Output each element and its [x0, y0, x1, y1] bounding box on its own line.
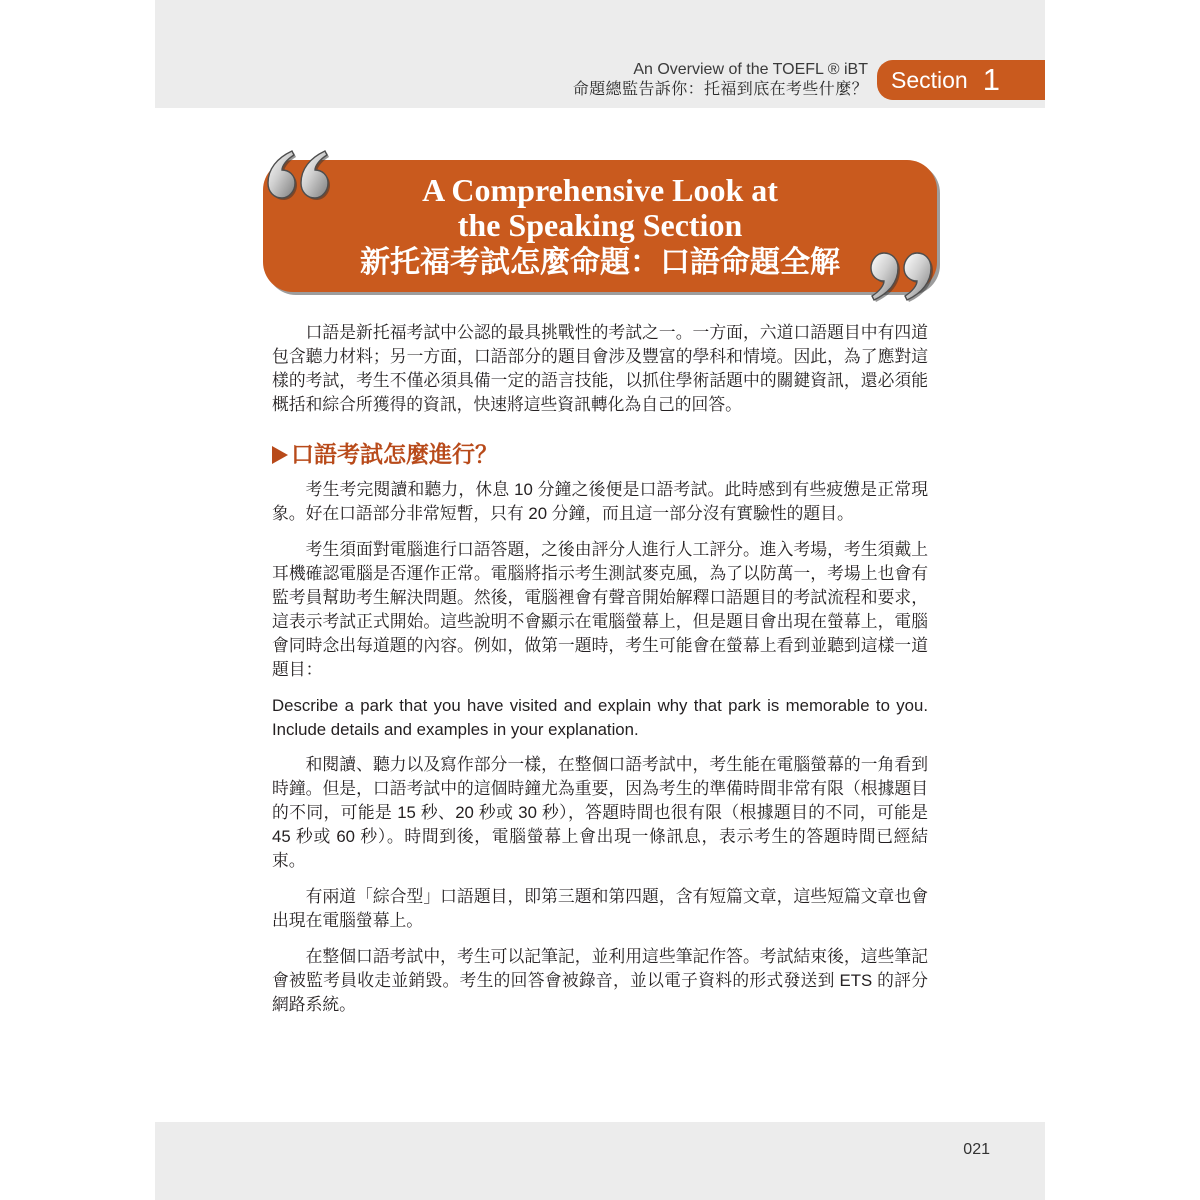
section-label: Section — [891, 67, 968, 93]
title-line-3: 新托福考試怎麼命題：口語命題全解 — [360, 246, 840, 279]
body-paragraph: 和閱讀、聽力以及寫作部分一樣，在整個口語考試中，考生能在電腦螢幕的一角看到時鐘。但是，口語考試中的這個時鐘尤為重要，因為考生的準備時間非常有限（根據題目的不同，可能是 15 秒、20 秒或 30 秒），答題時間也很有限（根據題目的不同，可能是 45 秒或 60 秒）。時間到後，電腦螢幕上會出現一條訊息，表示考生的答題時間已經結束。 — [272, 755, 928, 870]
body-text — [272, 321, 928, 1029]
header-title-en: An Overview of the TOEFL ® iBT — [633, 61, 868, 78]
title-box — [263, 160, 937, 292]
body-paragraph: 在整個口語考試中，考生可以記筆記，並利用這些筆記作答。考試結束後，這些筆記會被監考員收走並銷毀。考生的回答會被錄音，並以電子資料的形式發送到 ETS 的評分網路系統。 — [272, 947, 928, 1014]
page-number: 021 — [963, 1141, 990, 1158]
body-paragraph: 考生考完閱讀和聽力，休息 10 分鐘之後便是口語考試。此時感到有些疲憊是正常現象。好在口語部分非常短暫，只有 20 分鐘，而且這一部分沒有實驗性的題目。 — [272, 480, 928, 523]
example-prompt: Describe a park that you have visited and explain why that park is memorable to you. Include details and examples in your explanation. — [272, 696, 928, 739]
close-quote-icon — [868, 250, 934, 304]
body-paragraph: 有兩道「綜合型」口語題目，即第三題和第四題，含有短篇文章，這些短篇文章也會出現在電腦螢幕上。 — [272, 887, 928, 930]
header-title-zh: 命題總監告訴你：托福到底在考些什麼？ — [572, 81, 868, 98]
section-number: 1 — [982, 62, 1000, 97]
section-heading — [272, 437, 928, 473]
title-line-2: the Speaking Section — [457, 207, 743, 243]
section-heading-text: 口語考試怎麼進行？ — [291, 442, 498, 467]
body-paragraph: 考生須面對電腦進行口語答題，之後由評分人進行人工評分。進入考場，考生須戴上耳機確認電腦是否運作正常。電腦將指示考生測試麥克風，為了以防萬一，考場上也會有監考員幫助考生解決問題。然後，電腦裡會有聲音開始解釋口語題目的考試流程和要求，這表示考試正式開始。這些說明不會顯示在電腦螢幕上，但是題目會出現在螢幕上，電腦會同時念出每道題的內容。例如，做第一題時，考生可能會在螢幕上看到並聽到這樣一道題目： — [272, 540, 928, 679]
triangle-bullet-icon — [272, 446, 288, 464]
intro-paragraph: 口語是新托福考試中公認的最具挑戰性的考試之一。一方面，六道口語題目中有四道包含聽力材料；另一方面，口語部分的題目會涉及豐富的學科和情境。因此，為了應對這樣的考試，考生不僅必須具備一定的語言技能，以抓住學術話題中的關鍵資訊，還必須能概括和綜合所獲得的資訊，快速將這些資訊轉化為自己的回答。 — [272, 323, 928, 414]
title-line-1: A Comprehensive Look at — [422, 172, 778, 208]
open-quote-icon — [265, 147, 331, 201]
footer-band — [155, 1122, 1045, 1200]
section-tab — [877, 60, 1045, 100]
